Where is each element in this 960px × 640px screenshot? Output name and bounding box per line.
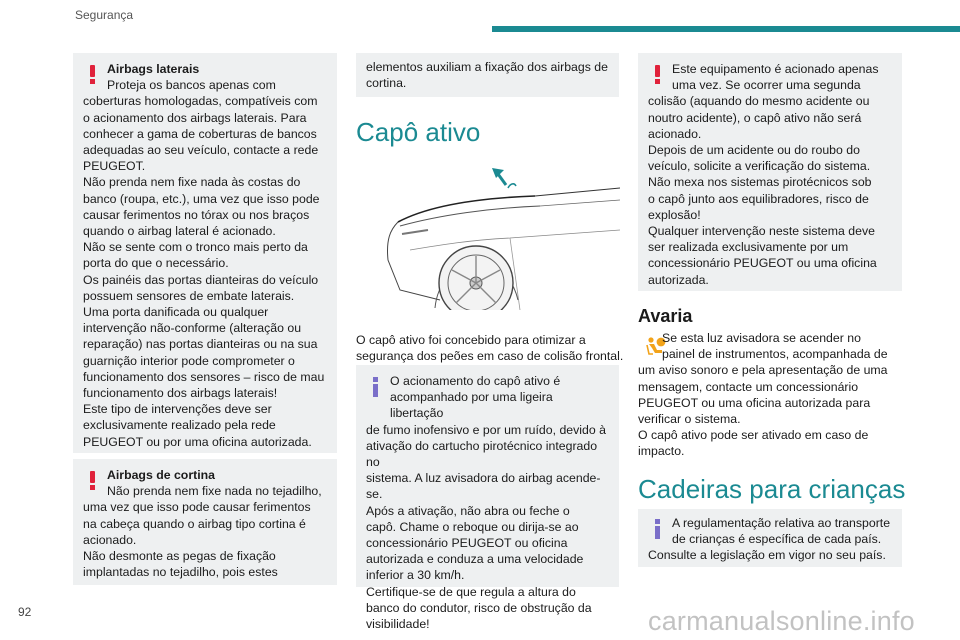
- text-line: Se esta luz avisadora se acender no: [662, 331, 861, 345]
- text-line: impacto.: [638, 444, 685, 459]
- text-line: mensagem, contacte um concessionário: [638, 379, 859, 394]
- text-line: conhecer a gama de coberturas de bancos: [83, 126, 317, 141]
- text-line: concessionário PEUGEOT ou uma oficina: [648, 256, 877, 271]
- warning-icon: [89, 471, 95, 490]
- info-box-active-bonnet: [356, 365, 619, 632]
- text-line: reparação) nas portas dianteiras ou na sua: [83, 337, 318, 352]
- curtain-airbags-text: [83, 483, 327, 580]
- curtain-airbags-title: Airbags de cortina: [107, 468, 215, 482]
- text-line: implantadas no tejadilho, pois estes: [83, 565, 278, 580]
- text-line: guarnição interior pode comprometer o: [83, 353, 295, 368]
- text-line: veículo, solicite a verificação do sistema.: [648, 159, 871, 174]
- text-line: O capô ativo foi concebido para otimizar a: [356, 333, 586, 347]
- text-line: de fumo inofensivo e por um ruído, devido à: [366, 422, 606, 437]
- text-line: o capô junto aos equilibradores, risco de: [648, 191, 869, 206]
- text-line: possuem sensores de embate laterais.: [83, 288, 295, 303]
- text-line: O capô ativo pode ser ativado em caso de: [638, 428, 869, 443]
- text-line: verificar o sistema.: [638, 412, 741, 427]
- text-line: autorizada.: [648, 272, 709, 287]
- header-accent-bar: [492, 26, 960, 32]
- text-line: inferior a 30 km/h.: [366, 568, 465, 583]
- text-line: acompanhado por uma ligeira libertação: [390, 390, 553, 421]
- text-line: funcionamento dos sensores – risco de mau: [83, 369, 325, 384]
- text-line: Após a ativação, não abra ou feche o: [366, 503, 570, 518]
- side-airbags-text: [83, 77, 327, 450]
- text-line: Não desmonte as pegas de fixação: [83, 549, 276, 564]
- text-line: na cabeça quando o airbag tipo cortina é: [83, 516, 306, 531]
- text-line: capô. Chame o reboque ou dirija-se ao: [366, 519, 579, 534]
- text-line: Não prenda nem fixe nada às costas do: [83, 175, 301, 190]
- text-line: visibilidade!: [366, 617, 430, 632]
- text-line: adequadas ao seu veículo, contacte a rede: [83, 143, 319, 158]
- text-line: coberturas homologadas, compatíveis com: [83, 94, 318, 109]
- warning-icon: [89, 65, 95, 84]
- text-line: Este equipamento é acionado apenas: [672, 62, 879, 76]
- text-line: acionado.: [648, 126, 702, 141]
- warning-box-side-airbags: [73, 53, 337, 453]
- page-number: 92: [18, 605, 32, 619]
- warning-icon: [654, 65, 660, 84]
- text-line: Este tipo de intervenções deve ser: [83, 402, 272, 417]
- avaria-text: [638, 330, 908, 460]
- text-line: um aviso sonoro e pela apresentação de uma: [638, 363, 888, 378]
- active-bonnet-illustration: [380, 160, 620, 310]
- text-line: Proteja os bancos apenas com: [107, 78, 276, 93]
- text-line: intervenção não-conforme (alteração ou: [83, 321, 302, 336]
- text-line: banco (roupa, etc.), uma vez que isso pode: [83, 191, 320, 206]
- text-line: segurança dos peões em caso de colisão frontal.: [356, 349, 624, 364]
- text-line: painel de instrumentos, acompanhada de: [662, 347, 888, 362]
- text-line: noutro acidente), o capô ativo não será: [648, 110, 862, 125]
- text-line: causar ferimentos no tórax ou nos braços: [83, 207, 310, 222]
- text-line: Uma porta danificada ou qualquer: [83, 305, 269, 320]
- warning-box-active-bonnet: [638, 53, 902, 291]
- side-airbags-title: Airbags laterais: [107, 62, 200, 76]
- info-icon: [654, 519, 660, 539]
- text-line: uma vez que isso pode causar ferimentos: [83, 500, 311, 515]
- text-line: Consulte a legislação em vigor no seu país.: [648, 548, 886, 563]
- text-line: Certifique-se de que regula a altura do: [366, 584, 576, 599]
- text-line: Não se sente com o tronco mais perto da: [83, 240, 308, 255]
- text-line: ser realizada exclusivamente por um: [648, 240, 849, 255]
- text-line: explosão!: [648, 207, 701, 222]
- text-line: cortina.: [366, 76, 407, 91]
- text-line: Qualquer intervenção neste sistema deve: [648, 224, 875, 239]
- text-line: uma vez. Se ocorrer uma segunda: [672, 78, 861, 93]
- text-line: exclusivamente realizado pela rede: [83, 418, 276, 433]
- text-line: acionado.: [83, 532, 137, 547]
- text-line: A regulamentação relativa ao transporte: [672, 516, 891, 530]
- text-line: O acionamento do capô ativo é: [390, 374, 561, 388]
- text-line: ativação do cartucho pirotécnico integrado no: [366, 438, 598, 470]
- watermark: carmanualsonline.info: [648, 606, 915, 636]
- info-icon: [372, 377, 378, 397]
- continued-box: [356, 53, 619, 97]
- text-line: de crianças é específica de cada país.: [672, 532, 882, 547]
- active-bonnet-intro: [356, 332, 626, 364]
- text-line: quando o airbag lateral é acionado.: [83, 224, 276, 239]
- text-line: o acionamento dos airbags laterais. Para: [83, 110, 307, 125]
- text-line: Os painéis das portas dianteiras do veículo: [83, 272, 319, 287]
- header-section-title: Segurança: [75, 8, 134, 22]
- section-title-active-bonnet: Capô ativo: [356, 117, 481, 147]
- warning-box-curtain-airbags: [73, 459, 337, 585]
- text-line: PEUGEOT ou por uma oficina autorizada.: [83, 434, 312, 449]
- text-line: elementos auxiliam a fixação dos airbags de: [366, 60, 608, 74]
- text-line: PEUGEOT ou uma oficina autorizada para: [638, 395, 871, 410]
- text-line: Depois de um acidente ou do roubo do: [648, 143, 860, 158]
- text-line: Não prenda nem fixe nada no tejadilho,: [107, 484, 322, 499]
- text-line: concessionário PEUGEOT ou oficina: [366, 536, 568, 551]
- text-line: funcionamento dos airbags laterais!: [83, 386, 278, 401]
- text-line: autorizada e conduza a uma velocidade: [366, 552, 584, 567]
- text-line: Não mexa nos sistemas pirotécnicos sob: [648, 175, 872, 190]
- text-line: colisão (aquando do mesmo acidente ou: [648, 94, 870, 109]
- avaria-heading: Avaria: [638, 306, 693, 326]
- text-line: porta do que o necessário.: [83, 256, 229, 271]
- text-line: PEUGEOT.: [83, 159, 146, 174]
- section-title-child-seats: Cadeiras para crianças: [638, 474, 906, 504]
- text-line: sistema. A luz avisadora do airbag acende-se.: [366, 471, 601, 502]
- text-line: banco do condutor, risco de obstrução da: [366, 600, 592, 615]
- info-box-child-seats: [638, 509, 902, 567]
